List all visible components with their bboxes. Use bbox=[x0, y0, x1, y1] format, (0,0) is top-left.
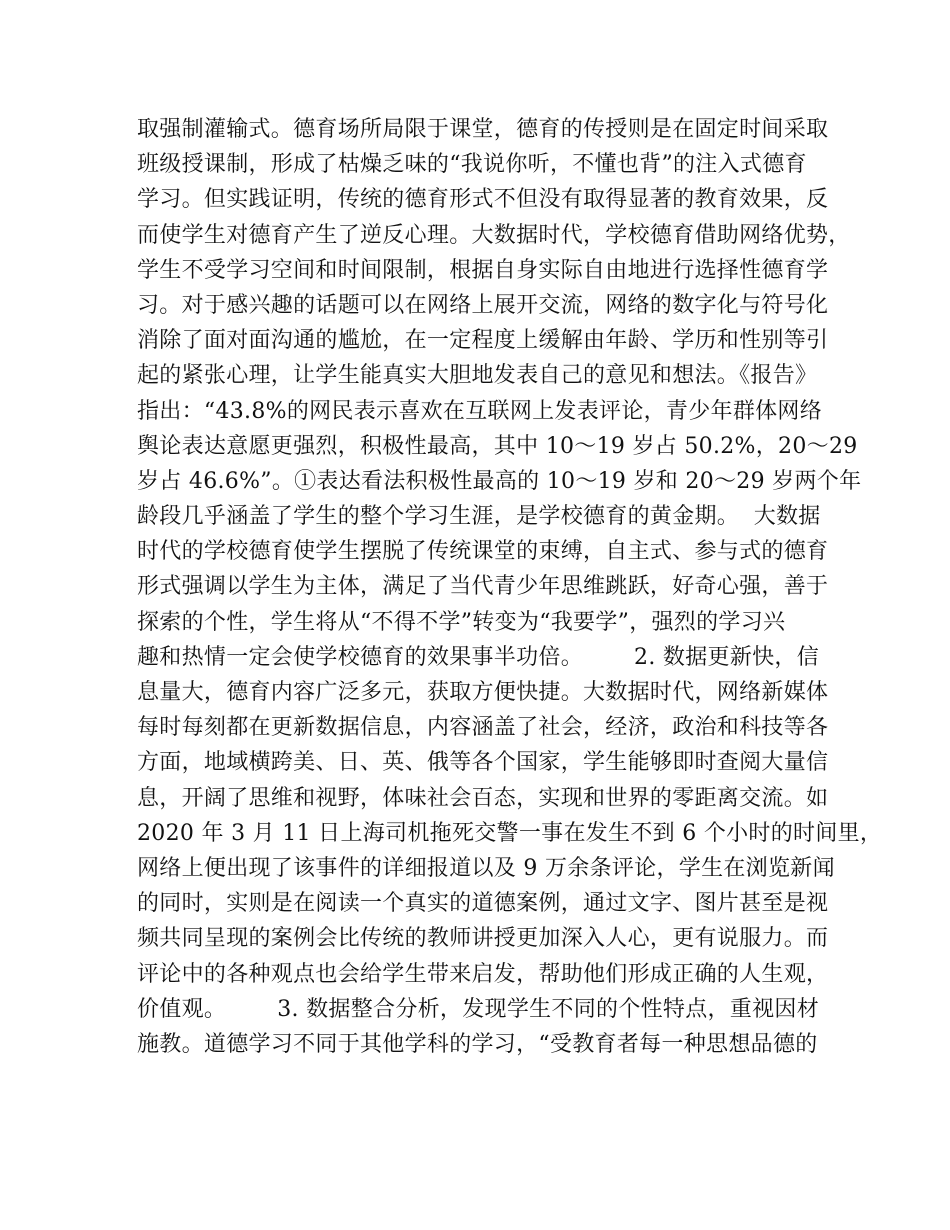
text-line: 频共同呈现的案例会比传统的教师讲授更加深入人心，更有说服力。而 bbox=[137, 926, 829, 952]
text-line: 施教。道德学习不同于其他学科的学习，“受教育者每一种思想品德的 bbox=[137, 1031, 818, 1057]
text-line: 班级授课制，形成了枯燥乏味的“我说你听，不懂也背”的注入式德育 bbox=[137, 152, 807, 178]
text-line: 取强制灌输式。德育场所局限于课堂，德育的传授则是在固定时间采取 bbox=[137, 117, 829, 142]
text-line: 价值观。 3. 数据整合分析，发现学生不同的个性特点，重视因材 bbox=[137, 996, 820, 1022]
text-line: 网络上便出现了该事件的详细报道以及 9 万余条评论，学生在浏览新闻 bbox=[137, 855, 835, 881]
text-line: 的同时，实则是在阅读一个真实的道德案例，通过文字、图片甚至是视 bbox=[137, 891, 829, 917]
body-text bbox=[137, 112, 883, 1062]
text-line: 习。对于感兴趣的话题可以在网络上展开交流，网络的数字化与符号化 bbox=[137, 292, 829, 318]
text-line: 起的紧张心理，让学生能真实大胆地发表自己的意见和想法。《报告》 bbox=[137, 363, 818, 389]
text-line: 学生不受学习空间和时间限制，根据自身实际自由地进行选择性德育学 bbox=[137, 257, 829, 283]
text-line: 时代的学校德育使学生摆脱了传统课堂的束缚，自主式、参与式的德育 bbox=[137, 539, 829, 565]
text-line: 息，开阔了思维和视野，体味社会百态，实现和世界的零距离交流。如 bbox=[137, 785, 829, 811]
text-line: 龄段几乎涵盖了学生的整个学习生涯，是学校德育的黄金期。 大数据 bbox=[137, 504, 821, 530]
text-line: 而使学生对德育产生了逆反心理。大数据时代，学校德育借助网络优势， bbox=[137, 222, 851, 248]
text-line: 学习。但实践证明，传统的德育形式不但没有取得显著的教育效果，反 bbox=[137, 187, 829, 213]
text-line: 舆论表达意愿更强烈，积极性最高，其中 10～19 岁占 50.2%，20～29 bbox=[137, 433, 858, 459]
text-line: 每时每刻都在更新数据信息，内容涵盖了社会，经济，政治和科技等各 bbox=[137, 715, 829, 741]
text-line: 趣和热情一定会使学校德育的效果事半功倍。 2. 数据更新快，信 bbox=[137, 644, 820, 670]
text-line: 岁占 46.6%”。①表达看法积极性最高的 10～19 岁和 20～29 岁两个年 bbox=[137, 468, 862, 494]
text-line: 消除了面对面沟通的尴尬，在一定程度上缓解由年龄、学历和性别等引 bbox=[137, 328, 829, 354]
text-line: 方面，地域横跨美、日、英、俄等各个国家，学生能够即时查阅大量信 bbox=[137, 750, 829, 776]
text-line: 探索的个性，学生将从“不得不学”转变为“我要学”，强烈的学习兴 bbox=[137, 609, 786, 635]
text-line: 形式强调以学生为主体，满足了当代青少年思维跳跃，好奇心强，善于 bbox=[137, 574, 829, 600]
text-line: 2020 年 3 月 11 日上海司机拖死交警一事在发生不到 6 个小时的时间里， bbox=[137, 820, 883, 846]
text-line: 息量大，德育内容广泛多元，获取方便快捷。大数据时代，网络新媒体 bbox=[137, 680, 829, 705]
text-line: 评论中的各种观点也会给学生带来启发，帮助他们形成正确的人生观， bbox=[137, 961, 829, 987]
text-line: 指出：“43.8%的网民表示喜欢在互联网上发表评论，青少年群体网络 bbox=[137, 398, 823, 424]
